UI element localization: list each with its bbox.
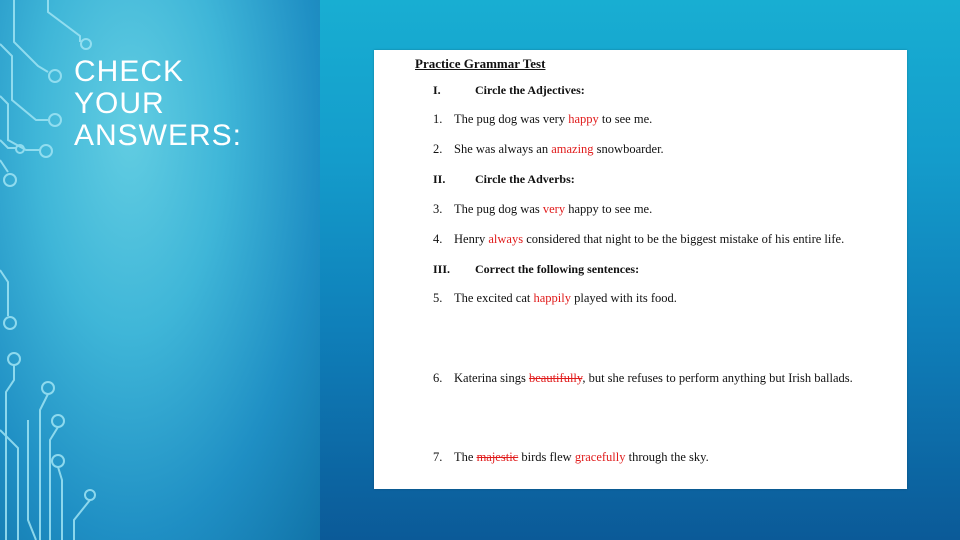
question-text: considered that night to be the biggest mistake of his entire life. (523, 232, 845, 246)
question-text: happy to see me. (565, 202, 653, 216)
answer-highlight: majestic (476, 450, 519, 464)
question-item (433, 371, 853, 386)
answer-highlight: beautifully (528, 371, 583, 385)
question-item (433, 291, 677, 306)
question-item (433, 112, 652, 127)
slide-title-line: ANSWERS: (74, 119, 243, 152)
answer-highlight: happily (533, 291, 571, 305)
section-numeral: I. (433, 83, 441, 97)
answer-highlight: happy (568, 112, 599, 126)
question-number: 7. (433, 450, 443, 464)
slide-title-line: CHECK (74, 55, 185, 88)
slide-title-line: YOUR (74, 87, 165, 120)
answer-highlight: amazing (551, 142, 594, 156)
section-heading-text: Circle the Adjectives: (475, 83, 585, 97)
question-number: 6. (433, 371, 443, 385)
question-item (433, 142, 664, 157)
question-number: 5. (433, 291, 443, 305)
question-text: Katerina sings (454, 371, 529, 385)
question-number: 3. (433, 202, 443, 216)
question-text: played with its food. (570, 291, 677, 305)
question-item (433, 202, 652, 217)
section-heading-text: Correct the following sentences: (475, 262, 640, 276)
question-number: 2. (433, 142, 443, 156)
worksheet-title: Practice Grammar Test (415, 56, 546, 71)
question-text: The (454, 450, 477, 464)
worksheet-image (374, 50, 907, 489)
question-text: birds flew (518, 450, 575, 464)
question-text: Henry (454, 232, 489, 246)
answer-highlight: always (488, 232, 524, 246)
question-item (433, 232, 844, 247)
section-numeral: III. (433, 262, 451, 276)
section-numeral: II. (433, 172, 446, 186)
question-text: , but she refuses to perform anything but Irish ballads. (582, 371, 853, 385)
question-text: through the sky. (625, 450, 709, 464)
question-text: The pug dog was (454, 202, 543, 216)
question-text: The excited cat (454, 291, 534, 305)
question-number: 1. (433, 112, 443, 126)
section-heading-text: Circle the Adverbs: (475, 172, 575, 186)
question-text: to see me. (598, 112, 653, 126)
question-number: 4. (433, 232, 443, 246)
slide-title (74, 56, 242, 152)
question-text: snowboarder. (593, 142, 664, 156)
answer-highlight: gracefully (574, 450, 626, 464)
question-text: She was always an (454, 142, 552, 156)
question-text: The pug dog was very (454, 112, 569, 126)
answer-highlight: very (542, 202, 566, 216)
question-item (433, 450, 709, 465)
